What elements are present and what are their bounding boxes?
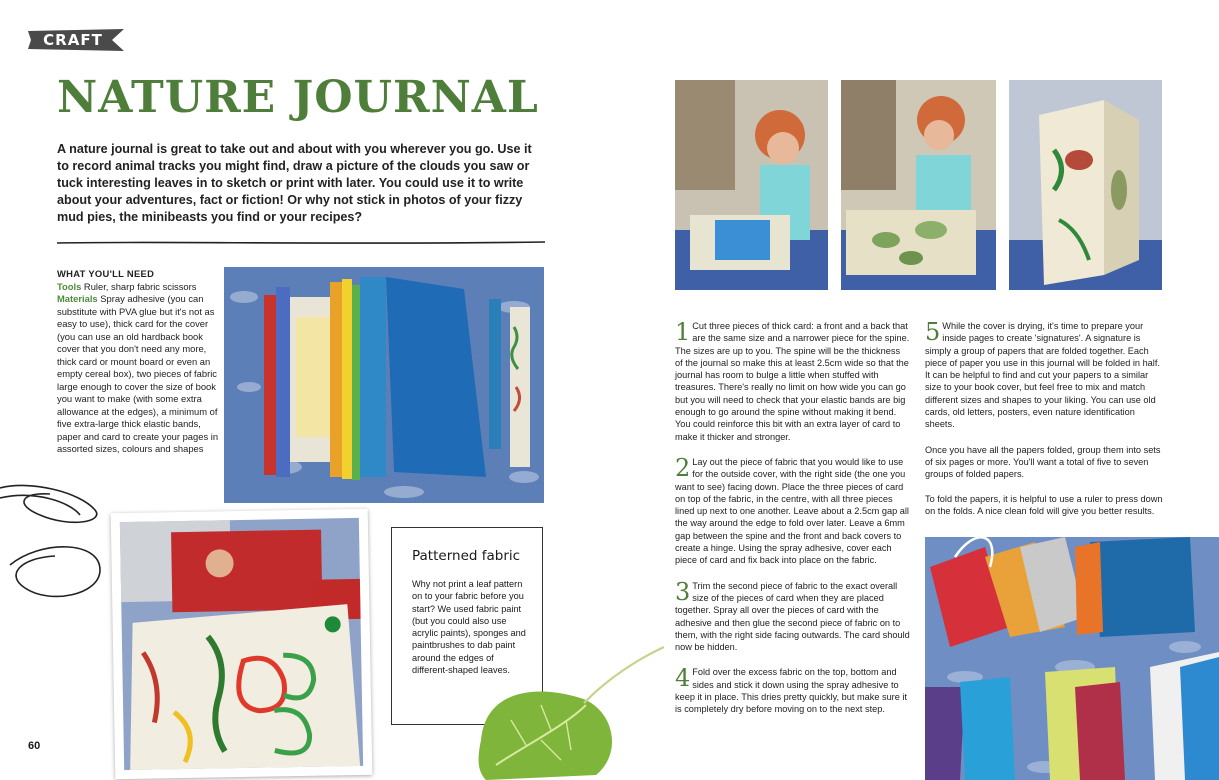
materials-list [57, 268, 222, 456]
tools-text: Ruler, sharp fabric scissors [81, 280, 197, 292]
page-title: NATURE JOURNAL [57, 72, 539, 123]
step-text: Trim the second piece of fabric to the exact overall size of the pieces of card when they are placed together. Spray all over the pieces of card with the adhesive and then glue the second piece of fabric on to them, with the right side facing outwards. The card should now be hidden. [675, 580, 910, 653]
tip-box-title: Patterned fabric [412, 548, 521, 564]
divider-line [57, 240, 547, 246]
steps-column-right [925, 320, 1165, 529]
step-text: While the cover is drying, it's time to prepare your inside pages to create 'signatures'. A signature is simply a group of papers that are folded together. Each piece of paper you use in this journal will be folded in half. It can be helpful to find and cut your papers to a similar size to your book cover, but feel free to mix and match different sizes and shapes to your liking. You can use old cards, old letters, posters, even nature identification sheets. [925, 321, 1160, 430]
page-number: 60 [28, 740, 41, 752]
paragraph: Once you have all the papers folded, group them into sets of six pages or more. You'll want a total of five to seven groups of folded papers. [925, 444, 1161, 480]
folded-papers-photo [925, 537, 1219, 780]
step-1 [675, 320, 910, 443]
step-2 [675, 453, 910, 567]
step-4 [675, 666, 910, 715]
doodle-loops [0, 470, 110, 610]
tip-box-body: Why not print a leaf pattern on to your fabric before you start? We used fabric paint (but you could also use acrylic paints), sponges and paintbrushes to dab paint around the edges of different-shaped leaves. [412, 579, 526, 676]
materials-label: Materials [57, 293, 98, 304]
step-5 [925, 320, 1165, 431]
section-tag-label: CRAFT [43, 31, 103, 49]
step-number: 3 [675, 577, 691, 606]
painting-photo [111, 509, 373, 779]
step-number: 4 [675, 664, 691, 693]
intro-paragraph: A nature journal is great to take out and about with you wherever you go. Use it to record animal tracks you might find, draw a picture of the clouds you saw or tuck interesting leaves in to sketch or print with later. You could use it to write about your adventures, fact or fiction! Or why not stick in photos of your fizzy mud pies, the minibeasts you find or your recipes? [57, 142, 532, 224]
materials-text: Spray adhesive (you can substitute with PVA glue but it's not as easy to use), thick card for the cover (you can use an old hardback book cover that you don't need any more, thick card or mount board or even an empty cereal box), two pieces of fabric large enough to cover the size of book you want to make (with some extra allowance at the edges), a minimum of five extra-large thick elastic bands, paper and card to create your pages in assorted sizes, colours and shapes [57, 293, 219, 454]
leaf-illustration [466, 645, 666, 780]
step-photo-2 [841, 80, 996, 290]
step-photo-3 [1009, 80, 1162, 290]
step-number: 1 [675, 318, 691, 346]
step-3 [675, 577, 910, 654]
step-number: 5 [925, 318, 941, 346]
step-number: 2 [675, 453, 691, 482]
steps-column-left [675, 320, 910, 729]
tools-label: Tools [57, 280, 82, 292]
section-tag [28, 29, 124, 51]
paragraph: To fold the papers, it is helpful to use a ruler to press down on the folds. A nice clean fold will give you better results. [925, 493, 1163, 516]
step-text: Fold over the excess fabric on the top, bottom and sides and stick it down using the spray adhesive to keep it in place. This dries pretty quickly, but make sure it is completely dry before moving on to the next step. [675, 667, 908, 715]
journal-photo [224, 267, 544, 503]
step-text: Lay out the piece of fabric that you would like to use for the outside cover, with the right side (the one you want to see) facing down. Place the three pieces of card on top of the fabric, in the centre, with all three pieces lined up next to one another. Leave about a 2.5cm gap all the way around the edge to fold over later. Leave a 6mm gap between the spine and the front and back covers to create a hinge. Using the spray adhesive, cover each piece of card and fix back into place on the fabric. [675, 456, 909, 566]
step-photo-1 [675, 80, 828, 290]
step-text: Cut three pieces of thick card: a front and a back that are the same size and a narrower piece for the spine. The sizes are up to you. The spine will be the thickness of the journal so make this at least 2.5cm wide so that the journal has room to bulge a little when stuffed with treasures. There's really no limit on how wide you can go but you will need to check that your elastic bands are big enough to go around the spine without making it bend. You could reinforce this bit with an extra layer of card to make it thicker and stronger. [675, 321, 910, 442]
materials-heading: WHAT YOU'LL NEED [57, 268, 155, 279]
